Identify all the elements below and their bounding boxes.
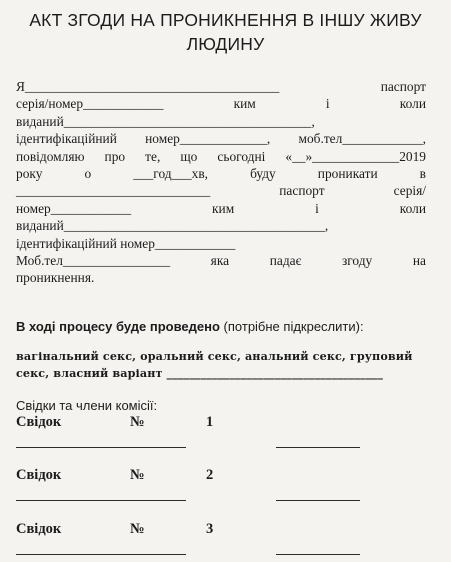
witness-number-sign: №: [130, 467, 145, 483]
witness-name-line: [16, 554, 186, 555]
witness-number: 3: [206, 521, 214, 537]
body-line: серія/номер____________ ким і коли: [16, 96, 426, 112]
process-options: [16, 348, 431, 382]
body-line: Я______________________________________ паспорт: [16, 79, 426, 94]
title-line-1: АКТ ЗГОДИ НА ПРОНИКНЕННЯ В ІНШУ ЖИВУ: [29, 10, 422, 30]
body-line: номер____________ ким і коли: [16, 200, 426, 216]
body-line: виданий_____________________________________,: [16, 113, 315, 129]
witness-label: Свідок: [16, 467, 62, 483]
witness-number-sign: №: [130, 521, 145, 537]
body-line: року о ___год___хв, буду проникати в: [16, 166, 426, 182]
witness-name-line: [16, 500, 186, 501]
witness-signature-line: [276, 554, 360, 555]
body-line: _____________________________ паспорт серія/: [16, 183, 426, 199]
body-line: ідентифікаційний номер_____________, моб.тел____________,: [16, 131, 426, 147]
witness-signature-line: [276, 500, 360, 501]
witness-number: 2: [206, 467, 214, 483]
consent-body: [16, 78, 426, 287]
body-line: проникнення.: [16, 270, 95, 286]
options-line-1: вагінальний секс, оральний секс, анальний секс, груповий: [16, 349, 413, 363]
process-heading: [16, 319, 364, 334]
witness-number: 1: [206, 414, 214, 430]
process-heading-bold: В ході процесу буде проведено: [16, 319, 220, 334]
body-line: ідентифікаційний номер____________: [16, 235, 236, 251]
body-line: Моб.тел________________ яка падає згоду на: [16, 253, 426, 269]
options-line-2: секс, власний варіант ______________________________________: [16, 366, 383, 380]
witness-row: [16, 467, 436, 487]
witness-row: [16, 521, 436, 541]
witness-label: Свідок: [16, 414, 62, 430]
process-heading-note: (потрібне підкреслити):: [219, 319, 364, 334]
title-line-2: ЛЮДИНУ: [186, 34, 265, 54]
document-title: [10, 8, 441, 56]
witness-number-sign: №: [130, 414, 145, 430]
body-line: виданий_______________________________________,: [16, 218, 329, 234]
witness-label: Свідок: [16, 521, 62, 537]
witness-heading: Свідки та члени комісії:: [16, 398, 158, 413]
witness-name-line: [16, 447, 186, 448]
witness-row: [16, 414, 436, 434]
body-line: повідомляю про те, що сьогодні «__»_____________2019: [16, 148, 426, 164]
witness-signature-line: [276, 447, 360, 448]
